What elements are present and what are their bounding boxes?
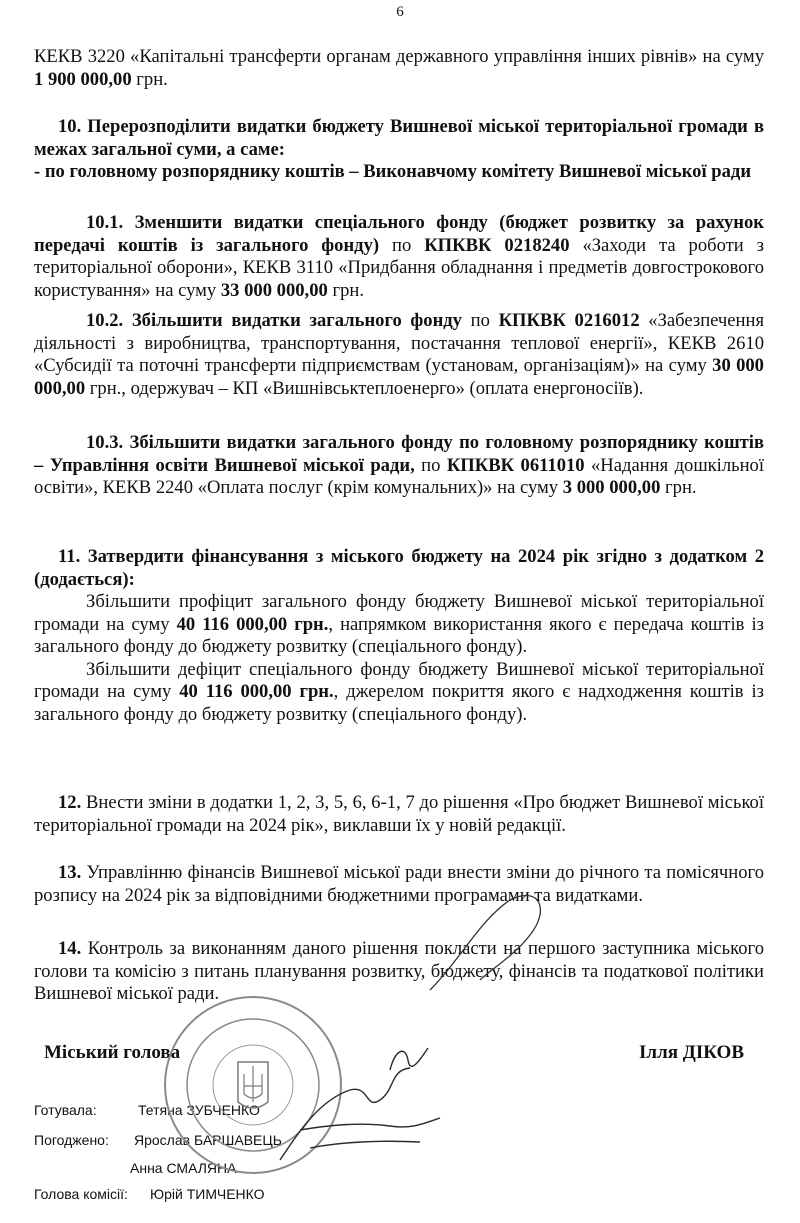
item10-1-p2: «Заходи та роботи з територіальної оборони», КЕКВ 3110 «Придбання обладнання і предметів довгострокового користування» на суму [34, 234, 764, 301]
signature-name: Ілля ДІКОВ [639, 1042, 744, 1063]
item10-2-amount: 30 000 000,00 [34, 355, 764, 399]
item10-1-bold: 10.1. Зменшити видатки спеціального фонду (бюджет розвитку за рахунок передачі коштів із загального фонду) [34, 212, 764, 256]
item10-1-tail: грн. [327, 279, 364, 301]
item11-para1 [34, 591, 764, 659]
item12-num: 12. [58, 792, 82, 813]
item11-block [34, 546, 764, 726]
item11-heading: 11. Затвердити фінансування з міського бюджету на 2024 рік згідно з додатком 2 (додається): [34, 546, 764, 590]
item10-3-p2: «Надання дошкільної освіти», КЕКВ 2240 «Оплата послуг (крім комунальних)» на суму [34, 454, 765, 498]
item13-paragraph [34, 862, 764, 907]
signature-position: Міський голова [44, 1042, 181, 1063]
item10-2-tail: грн., одержувач – КП «Вишнівськтеплоенерго» (оплата енергоносіїв). [85, 377, 644, 399]
item10-2-paragraph [34, 310, 764, 400]
intro-tail: грн. [131, 68, 168, 90]
item10-1-amount: 33 000 000,00 [220, 279, 328, 301]
commission-label: Голова комісії: [34, 1186, 128, 1202]
handwritten-mark-icon [420, 880, 620, 1000]
item11-para2-tail: , джерелом покриття якого є надходження коштів із загального фонду до бюджету розвитку (спеціального фонду). [34, 681, 764, 725]
item10-1-paragraph [34, 212, 764, 302]
item14-paragraph [34, 938, 764, 1006]
item10-3-tail: грн. [660, 477, 697, 498]
page-number: 6 [396, 4, 404, 20]
item11-para1-text: Збільшити профіцит загального фонду бюджету Вишневої міської територіальної громади на суму [34, 591, 764, 635]
intro-paragraph [34, 46, 764, 91]
item10-sub-text: - по головному розпоряднику коштів – Виконавчому комітету Вишневої міської ради [34, 161, 752, 182]
item10-3-p1: по [414, 454, 447, 476]
item11-para1-tail: , напрямком використання якого є передача коштів із загального фонду до бюджету розвитку (спеціального фонду). [34, 613, 764, 657]
item14-num: 14. [58, 938, 82, 959]
commission-name: Юрій ТИМЧЕНКО [150, 1186, 265, 1202]
intro-amount: 1 900 000,00 [34, 68, 132, 90]
agreed-label: Погоджено: [34, 1132, 109, 1148]
item10-2-p2: «Забезпечення діяльності з виробництва, транспортування, постачання теплової енергії», КЕКВ 2610 «Субсидії та поточні трансферти підприємствам (установам, організаціям)» на суму [34, 310, 764, 376]
item10-3-amount: 3 000 000,00 [562, 477, 661, 498]
item10-heading-text: 10. Перерозподілити видатки бюджету Вишневої міської територіальної громади в межах загальної суми, а саме: [34, 116, 764, 160]
item14-text: Контроль за виконанням даного рішення покласти на першого заступника міського голови та комісію з питань планування розвитку, бюджету, фінансів та податкової політики Вишневої міської ради. [34, 938, 764, 1004]
item13-text: Управлінню фінансів Вишневої міської ради внести зміни до річного та помісячного розпису на 2024 рік за відповідними бюджетними програмами та видатками. [34, 862, 764, 906]
agreed-name-2: Анна СМАЛЯНА [130, 1160, 237, 1176]
item10-2-p1: по [461, 310, 499, 331]
prepared-name: Тетяна ЗУБЧЕНКО [138, 1102, 260, 1118]
prepared-label: Готувала: [34, 1102, 97, 1118]
item11-para2 [34, 659, 764, 727]
item11-para2-text: Збільшити дефіцит спеціального фонду бюджету Вишневої міської територіальної громади на суму [34, 658, 764, 702]
signature-icon [270, 1030, 470, 1180]
agreed-name-1: Ярослав БАРШАВЕЦЬ [134, 1132, 282, 1148]
item12-paragraph [34, 792, 764, 837]
item12-text: Внести зміни в додатки 1, 2, 3, 5, 6, 6-1, 7 до рішення «Про бюджет Вишневої міської територіальної громади на 2024 рік», виклавши їх у новій редакції. [34, 792, 764, 836]
item10-1-p1: по [379, 234, 425, 256]
item13-num: 13. [58, 862, 82, 883]
intro-text: КЕКВ 3220 «Капітальні трансферти органам державного управління інших рівнів» на суму [34, 46, 764, 67]
item10-2-bold: 10.2. Збільшити видатки загального фонду [86, 310, 462, 331]
item10-3-code: КПКВК 0611010 [446, 454, 585, 476]
item10-1-code: КПКВК 0218240 [424, 234, 570, 256]
item11-para1-amount: 40 116 000,00 грн. [176, 613, 329, 635]
item10-2-code: КПКВК 0216012 [498, 310, 640, 331]
item11-para2-amount: 40 116 000,00 грн. [179, 681, 334, 702]
item10-3-bold: 10.3. Збільшити видатки загального фонду по головному розпоряднику коштів – Управління освіти Вишневої міської ради, [34, 432, 764, 476]
item10-heading [34, 116, 764, 184]
item10-3-paragraph [34, 432, 764, 500]
